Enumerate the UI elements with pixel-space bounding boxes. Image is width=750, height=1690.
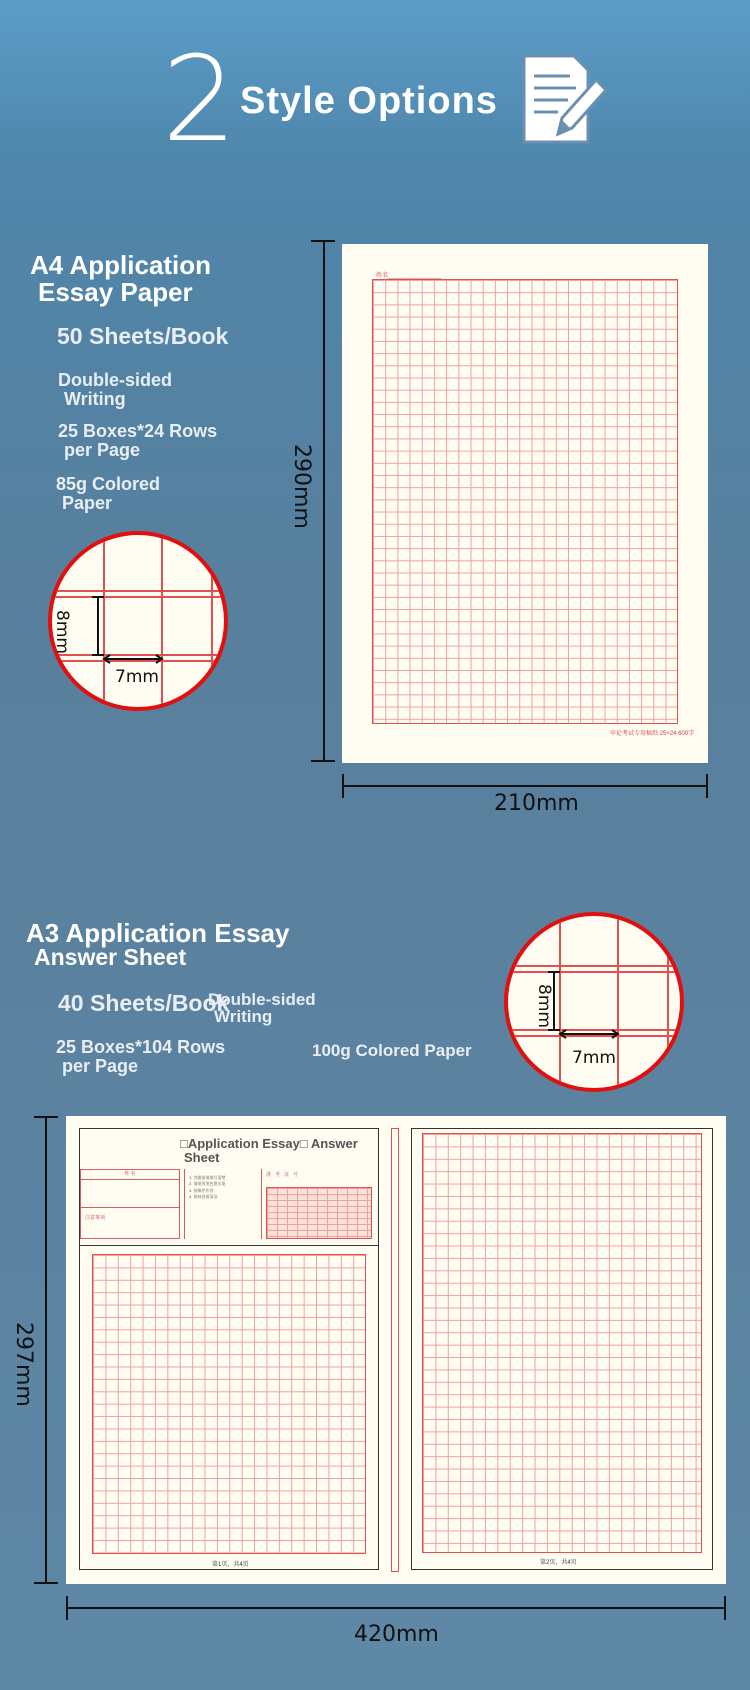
a3-id-header: 准考证号 [266,1172,303,1178]
a3-paper-weight: 100g Colored Paper [312,1041,472,1060]
a4-paper-preview [342,244,708,763]
a3-right-page [411,1128,713,1570]
a3-height-tick-bottom [34,1582,58,1584]
a3-title-line2: Answer Sheet [34,944,187,970]
a4-paper-weight-line1: 85g Colored [56,474,161,494]
a3-sheets-per-book: 40 Sheets/Book [58,990,230,1016]
a4-width-dimension-line [342,785,708,787]
a3-title-line1: A3 Application Essay [26,918,290,948]
a3-cell-height-label: 8mm [534,984,554,1028]
a4-height-tick-top [311,240,335,242]
a3-width-dimension-line [66,1607,726,1609]
a4-width-tick-left [342,774,344,798]
a3-sheet-title-line1: □Application Essay□ Answer [180,1136,358,1151]
a4-writing-grid [372,279,678,724]
a4-boxes-line2: per Page [64,440,141,460]
a4-height-label: 290mm [289,444,314,529]
a3-paper-preview [66,1116,726,1584]
a4-width-label: 210mm [494,791,579,816]
a4-double-sided-line2: Writing [64,389,126,409]
a3-id-bubble-grid [266,1187,372,1239]
a3-left-page [79,1128,379,1570]
a3-height-label: 297mm [11,1322,36,1407]
a4-sheets-per-book: 50 Sheets/Book [57,323,229,349]
a4-height-dimension-line [323,240,325,762]
a4-cell-height-label: 8mm [52,610,72,654]
a3-right-page-footer: 第2页，共4页 [540,1560,577,1566]
a4-width-tick-right [706,774,708,798]
a3-fold-divider [391,1128,399,1572]
a3-width-tick-left [66,1596,68,1620]
a3-width-tick-right [724,1596,726,1620]
a3-width-label: 420mm [354,1622,439,1647]
a3-boxes-line1: 25 Boxes*104 Rows [56,1037,226,1057]
document-pencil-icon [518,50,610,148]
page-title: Style Options [240,80,498,122]
a3-instructions: 1. 答题前请填写清楚 2. 请使用黑色墨水笔 3. 按顺序作答 4. 保持卷面清洁 [184,1169,262,1239]
a4-paper-weight-line2: Paper [62,493,113,513]
a3-double-sided-line2: Writing [214,1007,273,1026]
a4-title-line1: A4 Application [30,250,212,280]
a4-boxes-line1: 25 Boxes*24 Rows [58,421,218,441]
a3-cell-width-label: 7mm [572,1048,616,1068]
style-count-number: 2 [162,30,238,168]
a3-boxes-line2: per Page [62,1056,139,1076]
a3-left-writing-area [80,1245,378,1569]
a4-cell-width-label: 7mm [115,667,159,687]
a3-info-box: 姓 名 注意事项 [80,1169,180,1239]
a3-height-tick-top [34,1116,58,1118]
a3-double-sided-line1: Double-sided [208,990,316,1009]
a3-height-dimension-line [45,1116,47,1584]
a4-height-tick-bottom [311,760,335,762]
a3-sheet-title-line2: Sheet [184,1149,220,1165]
a4-name-field: 姓名________________ [376,273,442,279]
a4-footer-note: 申论考试专用稿纸 25×24 600字 [610,731,695,737]
a3-left-page-footer: 第1页，共4页 [212,1562,249,1568]
a3-sheet-title [180,1137,358,1164]
a4-double-sided-line1: Double-sided [58,370,173,390]
a4-title-line2: Essay Paper [38,277,193,307]
